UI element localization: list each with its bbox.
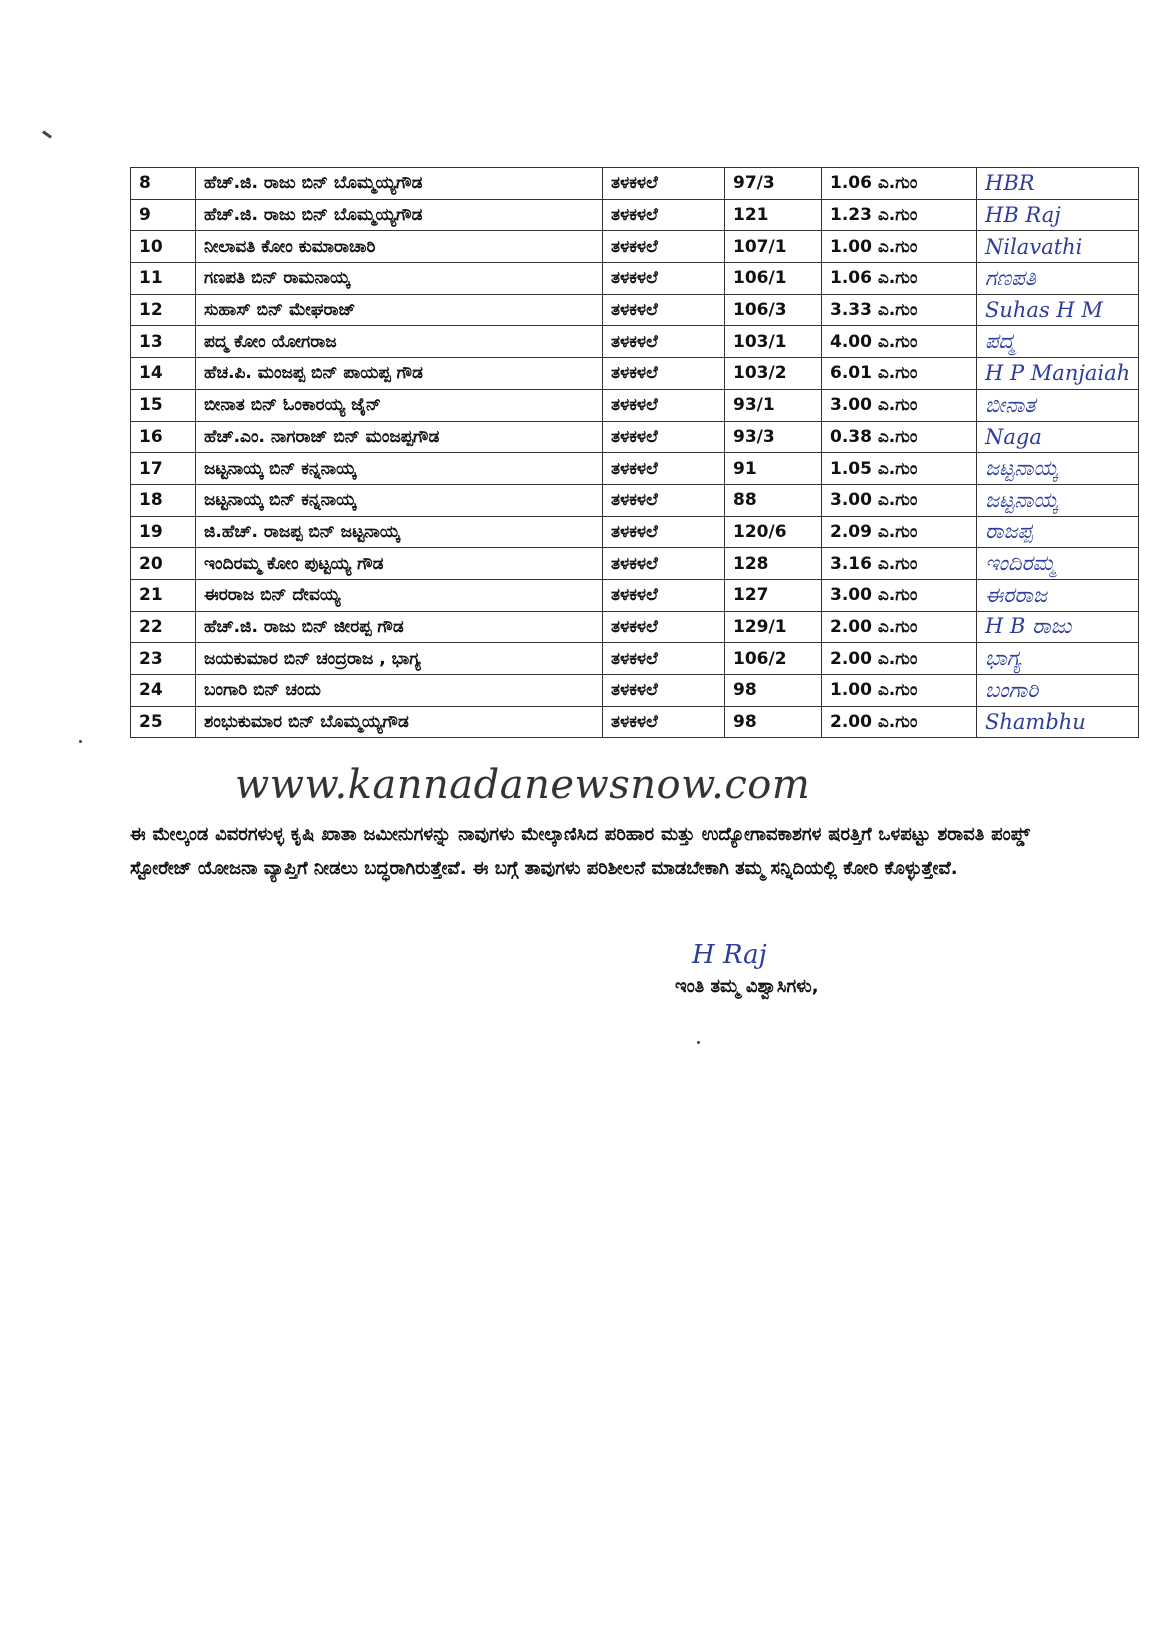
table-row: [131, 516, 1139, 548]
table-row: [131, 294, 1139, 326]
survey-number: 98: [725, 706, 822, 738]
land-extent: 1.00 ಎ.ಗುಂ: [822, 675, 977, 707]
row-number: 10: [131, 231, 196, 263]
survey-number: 129/1: [725, 611, 822, 643]
row-number: 14: [131, 358, 196, 390]
land-extent: 1.06 ಎ.ಗುಂ: [822, 168, 977, 200]
row-number: 18: [131, 484, 196, 516]
row-number: 13: [131, 326, 196, 358]
land-extent: 2.00 ಎ.ಗುಂ: [822, 643, 977, 675]
land-extent: 4.00 ಎ.ಗುಂ: [822, 326, 977, 358]
row-number: 21: [131, 579, 196, 611]
row-number: 15: [131, 389, 196, 421]
village-name: ತಳಕಳಲೆ: [603, 263, 725, 295]
table-row: [131, 389, 1139, 421]
owner-name: ಹೆಚ್.ಜಿ. ರಾಜು ಬಿನ್ ಜೀರಪ್ಪ ಗೌಡ: [196, 611, 603, 643]
table-row: [131, 326, 1139, 358]
village-name: ತಳಕಳಲೆ: [603, 168, 725, 200]
survey-number: 88: [725, 484, 822, 516]
owner-name: ಜಯಕುಮಾರ ಬಿನ್ ಚಂದ್ರರಾಜ , ಭಾಗ್ಯ: [196, 643, 603, 675]
survey-number: 97/3: [725, 168, 822, 200]
land-extent: 1.00 ಎ.ಗುಂ: [822, 231, 977, 263]
land-table: [130, 167, 1139, 738]
owner-name: ಸುಹಾಸ್ ಬಿನ್ ಮೇಘರಾಜ್: [196, 294, 603, 326]
survey-number: 120/6: [725, 516, 822, 548]
row-number: 9: [131, 199, 196, 231]
table-row: [131, 358, 1139, 390]
table-row: [131, 421, 1139, 453]
village-name: ತಳಕಳಲೆ: [603, 421, 725, 453]
table-row: [131, 548, 1139, 580]
owner-signature: ಗಣಪತಿ: [977, 263, 1139, 295]
owner-name: ಪದ್ಮ ಕೋಂ ಯೋಗರಾಜ: [196, 326, 603, 358]
owner-signature: Shambhu: [977, 706, 1139, 738]
owner-name: ಹೆಚ್.ಜಿ. ರಾಜು ಬಿನ್ ಬೊಮ್ಮಯ್ಯಗೌಡ: [196, 199, 603, 231]
table-row: [131, 263, 1139, 295]
row-number: 25: [131, 706, 196, 738]
survey-number: 91: [725, 453, 822, 485]
owner-signature: Nilavathi: [977, 231, 1139, 263]
owner-name: ಜಟ್ಟನಾಯ್ಕ ಬಿನ್ ಕನ್ನನಾಯ್ಕ: [196, 453, 603, 485]
land-table-container: [130, 167, 1139, 738]
owner-signature: ಪದ್ಮ: [977, 326, 1139, 358]
survey-number: 106/1: [725, 263, 822, 295]
land-extent: 3.33 ಎ.ಗುಂ: [822, 294, 977, 326]
owner-signature: Suhas H M: [977, 294, 1139, 326]
survey-number: 98: [725, 675, 822, 707]
owner-signature: ಇಂದಿರಮ್ಮ: [977, 548, 1139, 580]
row-number: 11: [131, 263, 196, 295]
owner-signature: ಜಟ್ಟನಾಯ್ಕ: [977, 453, 1139, 485]
land-extent: 2.00 ಎ.ಗುಂ: [822, 706, 977, 738]
survey-number: 121: [725, 199, 822, 231]
survey-number: 93/3: [725, 421, 822, 453]
survey-number: 106/3: [725, 294, 822, 326]
land-extent: 2.09 ಎ.ಗುಂ: [822, 516, 977, 548]
land-extent: 1.05 ಎ.ಗುಂ: [822, 453, 977, 485]
row-number: 12: [131, 294, 196, 326]
land-extent: 3.16 ಎ.ಗುಂ: [822, 548, 977, 580]
table-row: [131, 168, 1139, 200]
owner-name: ಇಂದಿರಮ್ಮ ಕೋಂ ಪುಟ್ಟಯ್ಯ ಗೌಡ: [196, 548, 603, 580]
owner-signature: Naga: [977, 421, 1139, 453]
table-row: [131, 706, 1139, 738]
owner-signature: ಈರರಾಜ: [977, 579, 1139, 611]
closing-signature: H Raj: [692, 940, 767, 970]
table-row: [131, 199, 1139, 231]
watermark: www.kannadanewsnow.com: [235, 762, 811, 808]
owner-signature: ಬಂಗಾರಿ: [977, 675, 1139, 707]
owner-name: ಬೀನಾತ ಬಿನ್ ಓಂಕಾರಯ್ಯ ಜೈನ್: [196, 389, 603, 421]
owner-name: ಶಂಭುಕುಮಾರ ಬಿನ್ ಬೊಮ್ಮಯ್ಯಗೌಡ: [196, 706, 603, 738]
owner-name: ಜಿ.ಹೆಚ್. ರಾಜಪ್ಪ ಬಿನ್ ಜಟ್ಟನಾಯ್ಕ: [196, 516, 603, 548]
land-extent: 3.00 ಎ.ಗುಂ: [822, 389, 977, 421]
ink-dot: [697, 1041, 700, 1044]
owner-name: ನೀಲಾವತಿ ಕೋಂ ಕುಮಾರಾಚಾರಿ: [196, 231, 603, 263]
owner-name: ಬಂಗಾರಿ ಬಿನ್ ಚಂದು: [196, 675, 603, 707]
survey-number: 128: [725, 548, 822, 580]
land-extent: 1.23 ಎ.ಗುಂ: [822, 199, 977, 231]
table-row: [131, 675, 1139, 707]
survey-number: 127: [725, 579, 822, 611]
village-name: ತಳಕಳಲೆ: [603, 548, 725, 580]
village-name: ತಳಕಳಲೆ: [603, 611, 725, 643]
table-row: [131, 453, 1139, 485]
land-extent: 2.00 ಎ.ಗುಂ: [822, 611, 977, 643]
owner-signature: HBR: [977, 168, 1139, 200]
speck: [79, 740, 82, 743]
village-name: ತಳಕಳಲೆ: [603, 675, 725, 707]
table-row: [131, 484, 1139, 516]
declaration-paragraph: ಈ ಮೇಲ್ಕಂಡ ವಿವರಗಳುಳ್ಳ ಕೃಷಿ ಖಾತಾ ಜಮೀನುಗಳನ್ನು ನಾವುಗಳು ಮೇಲ್ಕಾಣಿಸಿದ ಪರಿಹಾರ ಮತ್ತು ಉದ್ಯೋಗಾವಕಾಶಗಳ ಷರತ್ತಿಗೆ ಒಳಪಟ್ಟು ಶರಾವತಿ ಪಂಪ್ಡ್ ಸ್ಟೋರೇಜ್ ಯೋಜನಾ ವ್ಯಾಪ್ತಿಗೆ ನೀಡಲು ಬದ್ಧರಾಗಿರುತ್ತೇವೆ. ಈ ಬಗ್ಗೆ ತಾವುಗಳು ಪರಿಶೀಲನೆ ಮಾಡಬೇಕಾಗಿ ತಮ್ಮ ಸನ್ನಿದಿಯಲ್ಲಿ ಕೋರಿ ಕೊಳ್ಳುತ್ತೇವೆ.: [130, 824, 1030, 879]
village-name: ತಳಕಳಲೆ: [603, 294, 725, 326]
closing-text: ಇಂತಿ ತಮ್ಮ ವಿಶ್ವಾಸಿಗಳು,: [675, 976, 819, 997]
owner-name: ಹೆಚ.ಪಿ. ಮಂಜಪ್ಪ ಬಿನ್ ಪಾಯಪ್ಪ ಗೌಡ: [196, 358, 603, 390]
margin-mark: [42, 130, 52, 138]
owner-name: ಗಣಪತಿ ಬಿನ್ ರಾಮನಾಯ್ಕ: [196, 263, 603, 295]
row-number: 8: [131, 168, 196, 200]
village-name: ತಳಕಳಲೆ: [603, 643, 725, 675]
owner-name: ಹೆಚ್.ಜಿ. ರಾಜು ಬಿನ್ ಬೊಮ್ಮಯ್ಯಗೌಡ: [196, 168, 603, 200]
village-name: ತಳಕಳಲೆ: [603, 231, 725, 263]
owner-signature: ರಾಜಪ್ಪ: [977, 516, 1139, 548]
land-extent: 6.01 ಎ.ಗುಂ: [822, 358, 977, 390]
land-extent: 1.06 ಎ.ಗುಂ: [822, 263, 977, 295]
table-row: [131, 643, 1139, 675]
survey-number: 107/1: [725, 231, 822, 263]
owner-signature: ಬೀನಾತ: [977, 389, 1139, 421]
row-number: 19: [131, 516, 196, 548]
village-name: ತಳಕಳಲೆ: [603, 358, 725, 390]
owner-signature: H B ರಾಜು: [977, 611, 1139, 643]
owner-signature: ಭಾಗ್ಯ: [977, 643, 1139, 675]
row-number: 23: [131, 643, 196, 675]
land-extent: 3.00 ಎ.ಗುಂ: [822, 484, 977, 516]
village-name: ತಳಕಳಲೆ: [603, 453, 725, 485]
village-name: ತಳಕಳಲೆ: [603, 516, 725, 548]
row-number: 17: [131, 453, 196, 485]
table-row: [131, 231, 1139, 263]
owner-name: ಈರರಾಜ ಬಿನ್ ದೇವಯ್ಯ: [196, 579, 603, 611]
row-number: 24: [131, 675, 196, 707]
village-name: ತಳಕಳಲೆ: [603, 199, 725, 231]
row-number: 16: [131, 421, 196, 453]
owner-signature: ಜಟ್ಟನಾಯ್ಕ: [977, 484, 1139, 516]
village-name: ತಳಕಳಲೆ: [603, 579, 725, 611]
table-row: [131, 611, 1139, 643]
land-table-body: [131, 168, 1139, 738]
village-name: ತಳಕಳಲೆ: [603, 706, 725, 738]
survey-number: 93/1: [725, 389, 822, 421]
table-row: [131, 579, 1139, 611]
owner-name: ಜಟ್ಟನಾಯ್ಕ ಬಿನ್ ಕನ್ನನಾಯ್ಕ: [196, 484, 603, 516]
survey-number: 103/2: [725, 358, 822, 390]
land-extent: 3.00 ಎ.ಗುಂ: [822, 579, 977, 611]
land-extent: 0.38 ಎ.ಗುಂ: [822, 421, 977, 453]
village-name: ತಳಕಳಲೆ: [603, 326, 725, 358]
owner-signature: HB Raj: [977, 199, 1139, 231]
owner-signature: H P Manjaiah: [977, 358, 1139, 390]
row-number: 22: [131, 611, 196, 643]
owner-name: ಹೆಚ್.ಎಂ. ನಾಗರಾಜ್ ಬಿನ್ ಮಂಜಪ್ಪಗೌಡ: [196, 421, 603, 453]
village-name: ತಳಕಳಲೆ: [603, 484, 725, 516]
survey-number: 103/1: [725, 326, 822, 358]
row-number: 20: [131, 548, 196, 580]
village-name: ತಳಕಳಲೆ: [603, 389, 725, 421]
survey-number: 106/2: [725, 643, 822, 675]
